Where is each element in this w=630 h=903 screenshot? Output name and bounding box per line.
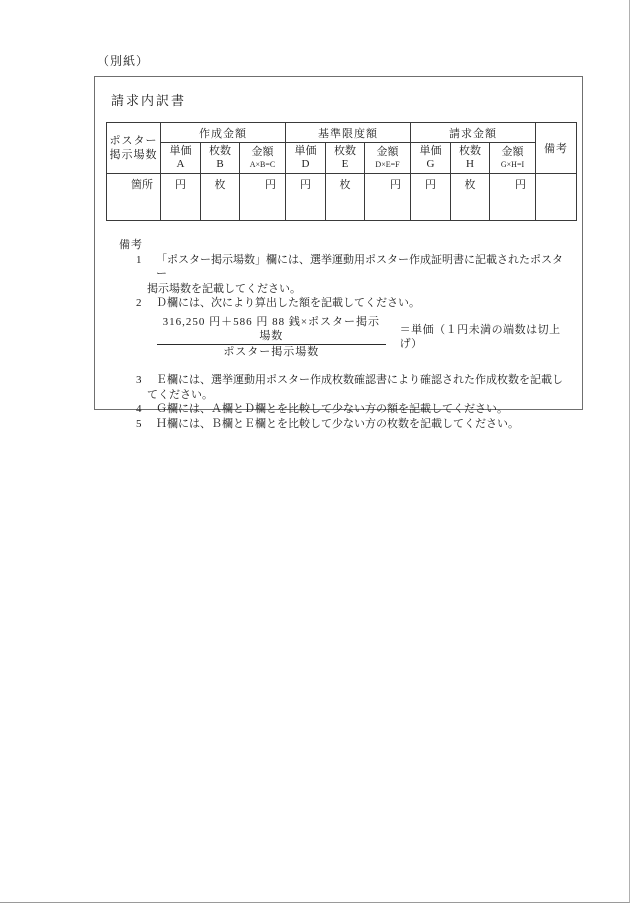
note-text: 「ポスター掲示場数」欄には、選挙運動用ポスター作成証明書に記載されたポスター [156,253,563,281]
note-item-5 [119,417,571,432]
note-item-1-continuation: 掲示場数を記載してください。 [147,282,301,295]
col-header-amount-c: 金額 A×B=C [240,143,286,174]
note-number: 4 [136,403,142,416]
poster-head-line1: ポスター [109,135,158,147]
col-header-amount-f: 金額 D×E=F [365,143,411,174]
note-item-4 [119,402,571,417]
note-text: Ｅ欄には、選挙運動用ポスター作成枚数確認書により確認された作成枚数を記載し [156,373,563,386]
cell-amount-i: 円 [490,174,536,221]
cell-unit-price-d: 円 [286,174,326,221]
formula-fraction [157,315,386,360]
note-text: Ｈ欄には、Ｂ欄とＥ欄とを比較して少ない方の枚数を記載してください。 [156,417,519,430]
col-header-count-h: 枚数 H [451,143,490,174]
group-header-standard-limit: 基準限度額 [286,123,411,143]
note-item-3-continuation: てください。 [147,388,213,401]
group-header-billed-amount: 請求金額 [411,123,536,143]
cell-amount-f: 円 [365,174,411,221]
table-header-group-row [107,123,577,143]
col-header-unit-price-d: 単価 D [286,143,326,174]
note-number: 1 [136,253,142,266]
form-box [94,76,583,430]
note-text: Ｄ欄には、次により算出した額を記載してください。 [156,297,420,310]
note-text: Ｇ欄には、Ａ欄とＤ欄とを比較して少ない方の額を記載してください。 [156,403,508,416]
attachment-label: （別紙） [97,54,150,68]
table-row [107,174,577,221]
notes-section [119,238,571,431]
col-header-count-e: 枚数 E [326,143,365,174]
cell-remarks [536,174,577,221]
cell-amount-c: 円 [240,174,286,221]
col-header-remarks: 備考 [536,123,577,174]
col-header-amount-i: 金額 G×H=I [490,143,536,174]
note-number: 5 [136,417,142,430]
invoice-breakdown-table [106,122,577,221]
poster-head-line2: 掲示場数 [109,149,158,161]
page-title: 請求内訳書 [111,93,187,108]
cell-count-e: 枚 [326,174,365,221]
col-header-unit-price-a: 単価 A [161,143,201,174]
note-number: 2 [136,297,142,310]
cell-count-b: 枚 [201,174,240,221]
note-number: 3 [136,373,142,386]
col-header-unit-price-g: 単価 G [411,143,451,174]
cell-unit-price-g: 円 [411,174,451,221]
note-item-1 [119,253,571,282]
formula-result: ＝単価（１円未満の端数は切上げ） [399,323,561,351]
formula-denominator: ポスター掲示場数 [223,345,320,358]
group-header-production-amount: 作成金額 [161,123,286,143]
cell-count-h: 枚 [451,174,490,221]
formula-numerator: 316,250 円＋586 円 88 銭×ポスター掲示場数 [157,315,386,345]
notes-heading: 備考 [119,239,143,251]
col-header-count-b: 枚数 B [201,143,240,174]
cell-poster-sites: 箇所 [107,174,161,221]
note-item-2 [119,296,571,311]
unit-price-formula [157,315,571,360]
cell-unit-price-a: 円 [161,174,201,221]
col-header-poster-sites [107,123,161,174]
note-item-3 [119,373,571,388]
table-header-sub-row [107,143,577,174]
